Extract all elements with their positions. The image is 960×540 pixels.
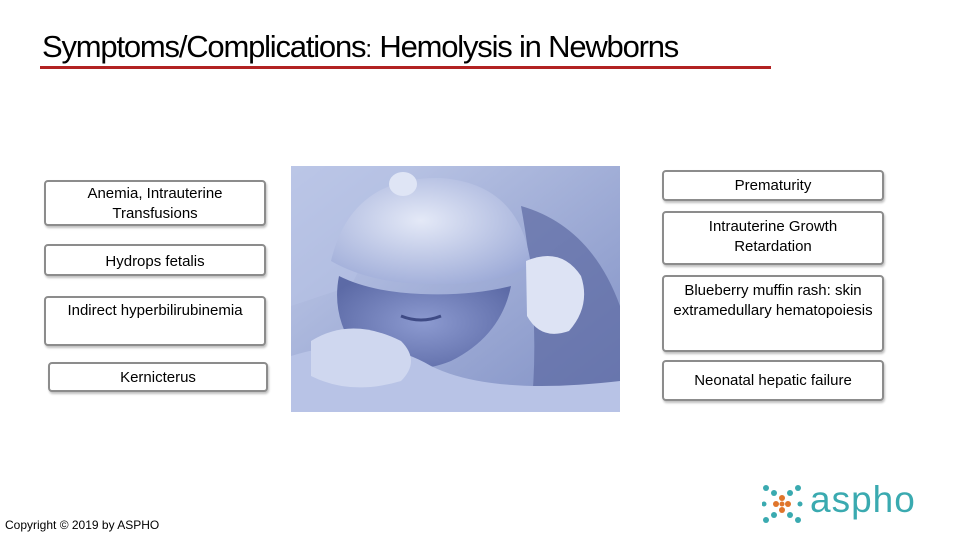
- box-anemia: [44, 180, 266, 226]
- box-blueberry-muffin: [662, 275, 884, 352]
- box-hyperbilirubinemia: [44, 296, 266, 346]
- newborn-photo: [291, 166, 620, 412]
- box-label: Indirect hyperbilirubinemia: [67, 302, 243, 319]
- slide-title: [42, 28, 678, 69]
- aspho-logo: [762, 479, 916, 524]
- newborn-photo-icon: [291, 166, 620, 412]
- title-underline: [40, 66, 771, 69]
- box-label: Blueberry muffin rash: skin extramedullary hematopoiesis: [673, 282, 873, 319]
- box-label: Anemia, Intrauterine Transfusions: [87, 185, 223, 222]
- logo-text: aspho: [810, 479, 916, 520]
- box-label: Intrauterine Growth Retardation: [708, 218, 838, 255]
- box-hydrops: [44, 244, 266, 276]
- box-hepatic-failure: [662, 360, 884, 401]
- box-label: Hydrops fetalis: [105, 253, 205, 270]
- title-colon: :: [365, 36, 372, 63]
- box-kernicterus: [48, 362, 268, 392]
- copyright-text: Copyright © 2019 by ASPHO: [5, 518, 160, 532]
- title-part1: Symptoms/Complications: [42, 29, 366, 64]
- box-label: Kernicterus: [120, 369, 196, 386]
- title-part2: Hemolysis in Newborns: [372, 29, 679, 64]
- box-label: Prematurity: [734, 177, 812, 194]
- box-iugr: [662, 211, 884, 265]
- box-label: Neonatal hepatic failure: [694, 372, 852, 389]
- box-prematurity: [662, 170, 884, 201]
- aspho-dots-icon: [762, 484, 806, 524]
